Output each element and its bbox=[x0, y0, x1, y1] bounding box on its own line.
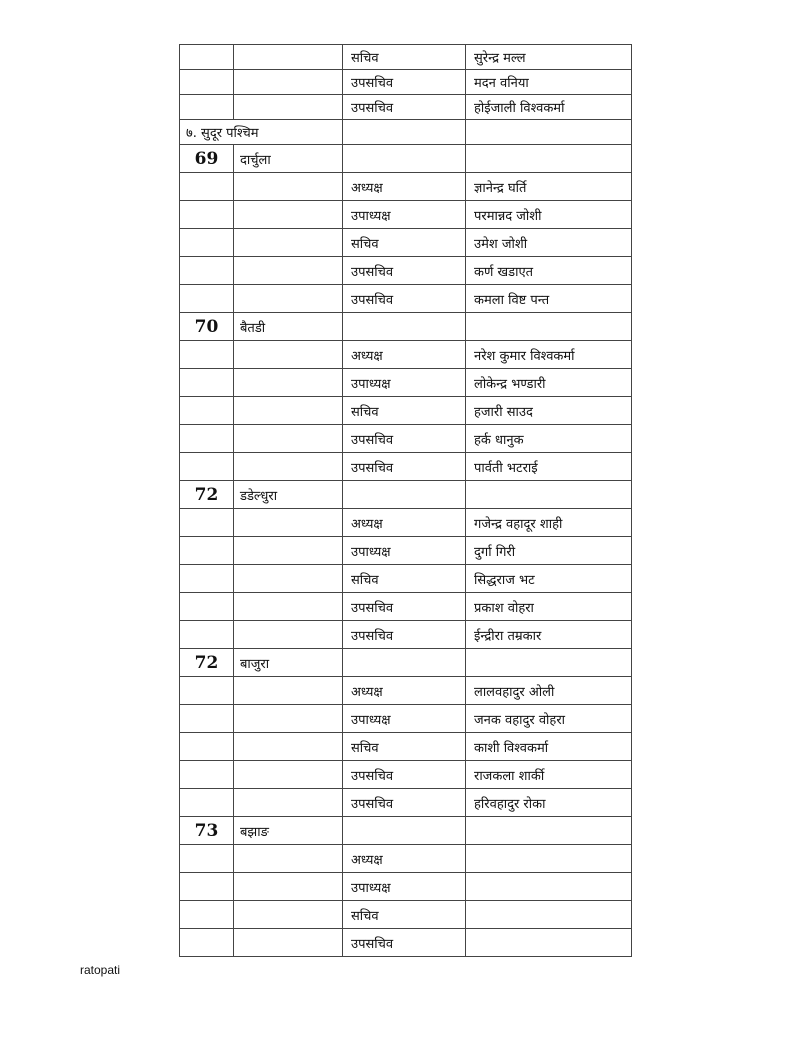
district-cell bbox=[234, 397, 343, 425]
table-row bbox=[180, 761, 632, 789]
number-cell bbox=[180, 369, 234, 397]
district-cell bbox=[234, 929, 343, 957]
member-name-cell bbox=[466, 901, 632, 929]
member-name-cell: लालवहादुर ओली bbox=[466, 677, 632, 705]
role-cell: उपाध्यक्ष bbox=[343, 873, 466, 901]
number-cell bbox=[180, 593, 234, 621]
district-cell bbox=[234, 733, 343, 761]
district-cell bbox=[234, 45, 343, 70]
member-name-cell: सुरेन्द्र मल्ल bbox=[466, 45, 632, 70]
table-row bbox=[180, 621, 632, 649]
table-row bbox=[180, 341, 632, 369]
table-row bbox=[180, 369, 632, 397]
district-cell bbox=[234, 95, 343, 120]
role-cell: उपसचिव bbox=[343, 453, 466, 481]
role-cell: उपसचिव bbox=[343, 761, 466, 789]
table-row bbox=[180, 845, 632, 873]
table-row bbox=[180, 95, 632, 120]
member-name-cell bbox=[466, 873, 632, 901]
member-name-cell: होईजाली विश्वकर्मा bbox=[466, 95, 632, 120]
district-number: 72 bbox=[180, 649, 234, 677]
role-cell bbox=[343, 817, 466, 845]
member-name-cell: लोकेन्द्र भण्डारी bbox=[466, 369, 632, 397]
number-cell bbox=[180, 873, 234, 901]
role-cell: अध्यक्ष bbox=[343, 509, 466, 537]
table-row bbox=[180, 705, 632, 733]
member-name-cell: दुर्गा गिरी bbox=[466, 537, 632, 565]
member-name-cell: ज्ञानेन्द्र घर्ति bbox=[466, 173, 632, 201]
role-cell: उपाध्यक्ष bbox=[343, 537, 466, 565]
table-row bbox=[180, 120, 632, 145]
role-cell bbox=[343, 313, 466, 341]
member-name-cell: हजारी साउद bbox=[466, 397, 632, 425]
table-row bbox=[180, 873, 632, 901]
district-cell bbox=[234, 621, 343, 649]
member-name-cell: गजेन्द्र वहादूर शाही bbox=[466, 509, 632, 537]
table-row bbox=[180, 929, 632, 957]
number-cell bbox=[180, 929, 234, 957]
district-number: 69 bbox=[180, 145, 234, 173]
footer-source: ratopati bbox=[80, 963, 121, 977]
district-cell bbox=[234, 341, 343, 369]
district-cell bbox=[234, 425, 343, 453]
role-cell: अध्यक्ष bbox=[343, 677, 466, 705]
district-cell bbox=[234, 873, 343, 901]
role-cell: सचिव bbox=[343, 229, 466, 257]
table-row bbox=[180, 649, 632, 677]
member-name-cell bbox=[466, 649, 632, 677]
district-cell bbox=[234, 509, 343, 537]
number-cell bbox=[180, 95, 234, 120]
number-cell bbox=[180, 733, 234, 761]
district-cell bbox=[234, 761, 343, 789]
member-name-cell bbox=[466, 817, 632, 845]
member-name-cell: परमान्नद जोशी bbox=[466, 201, 632, 229]
table-row bbox=[180, 481, 632, 509]
number-cell bbox=[180, 453, 234, 481]
district-name: बाजुरा bbox=[234, 649, 343, 677]
number-cell bbox=[180, 901, 234, 929]
member-name-cell bbox=[466, 313, 632, 341]
table-row bbox=[180, 817, 632, 845]
member-name-cell: जनक वहादुर वोहरा bbox=[466, 705, 632, 733]
table-row bbox=[180, 173, 632, 201]
number-cell bbox=[180, 45, 234, 70]
role-cell: अध्यक्ष bbox=[343, 341, 466, 369]
table-row bbox=[180, 313, 632, 341]
role-cell: उपसचिव bbox=[343, 425, 466, 453]
role-cell: उपसचिव bbox=[343, 95, 466, 120]
number-cell bbox=[180, 705, 234, 733]
role-cell bbox=[343, 481, 466, 509]
committee-table-body bbox=[180, 45, 632, 957]
member-name-cell: नरेश कुमार विश्वकर्मा bbox=[466, 341, 632, 369]
number-cell bbox=[180, 229, 234, 257]
role-cell bbox=[343, 120, 466, 145]
table-row bbox=[180, 201, 632, 229]
table-row bbox=[180, 733, 632, 761]
region-heading: ७. सुदूर पश्चिम bbox=[180, 120, 343, 145]
district-cell bbox=[234, 845, 343, 873]
table-row bbox=[180, 397, 632, 425]
role-cell: उपसचिव bbox=[343, 929, 466, 957]
role-cell: सचिव bbox=[343, 45, 466, 70]
table-row bbox=[180, 677, 632, 705]
table-row bbox=[180, 257, 632, 285]
table-row bbox=[180, 565, 632, 593]
role-cell: सचिव bbox=[343, 901, 466, 929]
number-cell bbox=[180, 70, 234, 95]
number-cell bbox=[180, 425, 234, 453]
table-row bbox=[180, 509, 632, 537]
role-cell: उपसचिव bbox=[343, 285, 466, 313]
role-cell: सचिव bbox=[343, 565, 466, 593]
member-name-cell: कर्ण खडाएत bbox=[466, 257, 632, 285]
district-name: बैतडी bbox=[234, 313, 343, 341]
table-row bbox=[180, 229, 632, 257]
table-row bbox=[180, 453, 632, 481]
number-cell bbox=[180, 257, 234, 285]
member-name-cell bbox=[466, 845, 632, 873]
district-cell bbox=[234, 593, 343, 621]
number-cell bbox=[180, 285, 234, 313]
district-name: बझाङ bbox=[234, 817, 343, 845]
role-cell: सचिव bbox=[343, 397, 466, 425]
number-cell bbox=[180, 761, 234, 789]
number-cell bbox=[180, 341, 234, 369]
table-row bbox=[180, 45, 632, 70]
table-row bbox=[180, 425, 632, 453]
district-cell bbox=[234, 789, 343, 817]
district-cell bbox=[234, 901, 343, 929]
table-row bbox=[180, 901, 632, 929]
committee-table bbox=[179, 44, 632, 957]
role-cell: उपसचिव bbox=[343, 593, 466, 621]
member-name-cell bbox=[466, 929, 632, 957]
district-cell bbox=[234, 677, 343, 705]
number-cell bbox=[180, 565, 234, 593]
district-cell bbox=[234, 453, 343, 481]
district-cell bbox=[234, 285, 343, 313]
role-cell: उपसचिव bbox=[343, 257, 466, 285]
table-row bbox=[180, 145, 632, 173]
district-cell bbox=[234, 257, 343, 285]
table-row bbox=[180, 789, 632, 817]
role-cell: उपाध्यक्ष bbox=[343, 201, 466, 229]
role-cell: उपसचिव bbox=[343, 621, 466, 649]
number-cell bbox=[180, 397, 234, 425]
number-cell bbox=[180, 509, 234, 537]
number-cell bbox=[180, 845, 234, 873]
number-cell bbox=[180, 789, 234, 817]
role-cell: अध्यक्ष bbox=[343, 173, 466, 201]
role-cell: सचिव bbox=[343, 733, 466, 761]
district-number: 70 bbox=[180, 313, 234, 341]
member-name-cell: प्रकाश वोहरा bbox=[466, 593, 632, 621]
member-name-cell: उमेश जोशी bbox=[466, 229, 632, 257]
district-name: दार्चुला bbox=[234, 145, 343, 173]
district-number: 73 bbox=[180, 817, 234, 845]
member-name-cell: राजकला शार्की bbox=[466, 761, 632, 789]
role-cell: उपाध्यक्ष bbox=[343, 369, 466, 397]
district-number: 72 bbox=[180, 481, 234, 509]
district-cell bbox=[234, 229, 343, 257]
number-cell bbox=[180, 621, 234, 649]
district-name: डडेल्धुरा bbox=[234, 481, 343, 509]
role-cell: उपसचिव bbox=[343, 789, 466, 817]
number-cell bbox=[180, 537, 234, 565]
district-cell bbox=[234, 173, 343, 201]
member-name-cell bbox=[466, 481, 632, 509]
member-name-cell bbox=[466, 145, 632, 173]
member-name-cell: ईन्द्रीरा तम्रकार bbox=[466, 621, 632, 649]
role-cell bbox=[343, 145, 466, 173]
number-cell bbox=[180, 173, 234, 201]
member-name-cell: सिद्धराज भट bbox=[466, 565, 632, 593]
number-cell bbox=[180, 201, 234, 229]
district-cell bbox=[234, 705, 343, 733]
table-row bbox=[180, 285, 632, 313]
member-name-cell: मदन वनिया bbox=[466, 70, 632, 95]
table-row bbox=[180, 537, 632, 565]
district-cell bbox=[234, 201, 343, 229]
member-name-cell: कमला विष्ट पन्त bbox=[466, 285, 632, 313]
role-cell: उपाध्यक्ष bbox=[343, 705, 466, 733]
district-cell bbox=[234, 537, 343, 565]
district-cell bbox=[234, 369, 343, 397]
table-row bbox=[180, 70, 632, 95]
member-name-cell bbox=[466, 120, 632, 145]
district-cell bbox=[234, 70, 343, 95]
role-cell bbox=[343, 649, 466, 677]
number-cell bbox=[180, 677, 234, 705]
member-name-cell: पार्वती भटराई bbox=[466, 453, 632, 481]
member-name-cell: हरिवहादुर रोका bbox=[466, 789, 632, 817]
district-cell bbox=[234, 565, 343, 593]
role-cell: उपसचिव bbox=[343, 70, 466, 95]
member-name-cell: काशी विश्वकर्मा bbox=[466, 733, 632, 761]
table-row bbox=[180, 593, 632, 621]
member-name-cell: हर्क धानुक bbox=[466, 425, 632, 453]
role-cell: अध्यक्ष bbox=[343, 845, 466, 873]
